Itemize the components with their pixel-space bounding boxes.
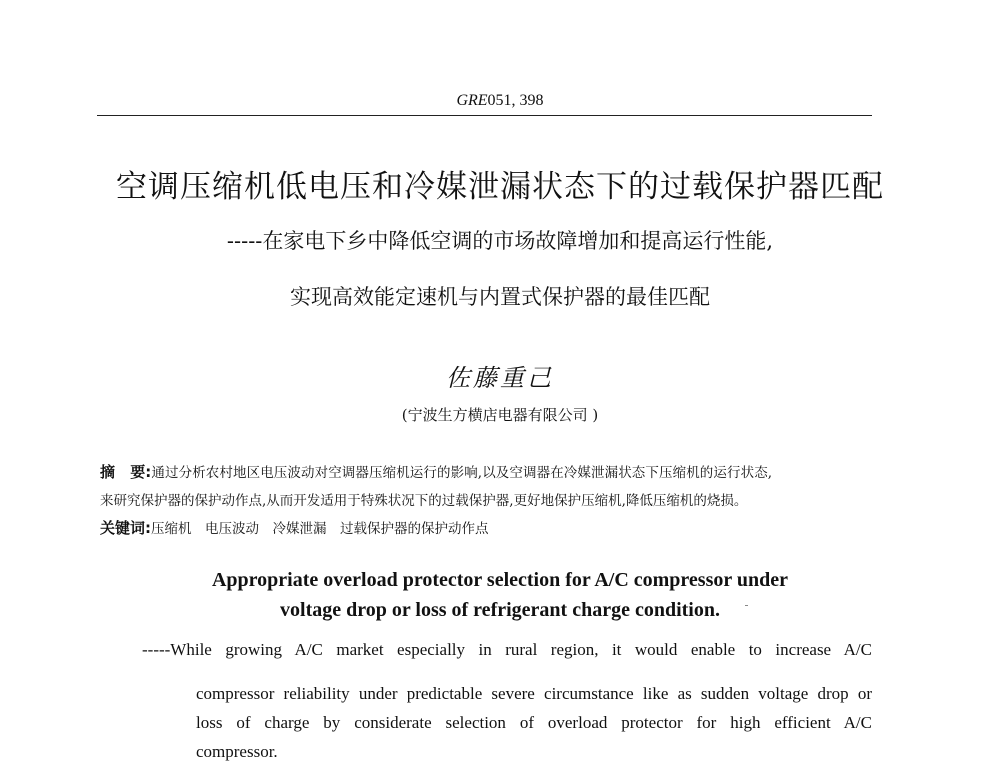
english-summary-line4: compressor. <box>196 742 278 761</box>
header-code-number: 051, 398 <box>487 92 544 109</box>
english-summary-line2: compressor reliability under predictable severe circumstance like as sudden voltage drop or <box>196 684 872 703</box>
header-divider <box>97 115 872 116</box>
abstract-text-line1: 通过分析农村地区电压波动对空调器压缩机运行的影响,以及空调器在冷媒泄漏状态下压缩机的运行状态, <box>151 465 773 481</box>
abstract-label: 摘 要: <box>100 463 152 481</box>
author-affiliation: (宁波生方横店电器有限公司 ) <box>401 406 599 424</box>
keywords-label: 关键词: <box>100 519 151 537</box>
running-header-code <box>0 92 1000 110</box>
paper-title-zh: 空调压缩机低电压和冷媒泄漏状态下的过载保护器匹配 <box>116 169 884 205</box>
paper-subtitle-line1: -----在家电下乡中降低空调的市场故障增加和提高运行性能, <box>226 229 774 253</box>
author-name: 佐藤重己 <box>446 364 554 392</box>
paper-title-en-line2: voltage drop or loss of refrigerant charge condition. <box>280 599 720 621</box>
english-summary-line1: -----While growing A/C market especially in rural region, it would enable to increase A/C <box>142 640 872 659</box>
abstract-line2: 来研究保护器的保护动作点,从而开发适用于特殊状况下的过载保护器,更好地保护压缩机,降低压缩机的烧损。 <box>100 493 748 509</box>
keywords-text: 压缩机 电压波动 冷媒泄漏 过载保护器的保护动作点 <box>151 521 489 537</box>
paper-subtitle-line2: 实现高效能定速机与内置式保护器的最佳匹配 <box>290 285 710 309</box>
keywords-line <box>100 517 489 538</box>
scan-speck <box>745 605 748 606</box>
english-summary-line3: loss of charge by considerate selection of overload protector for high efficient A/C <box>196 713 872 732</box>
abstract-line1 <box>100 461 772 482</box>
header-code-prefix: GRE <box>456 92 488 109</box>
paper-title-en-line1: Appropriate overload protector selection for A/C compressor under <box>211 569 789 591</box>
